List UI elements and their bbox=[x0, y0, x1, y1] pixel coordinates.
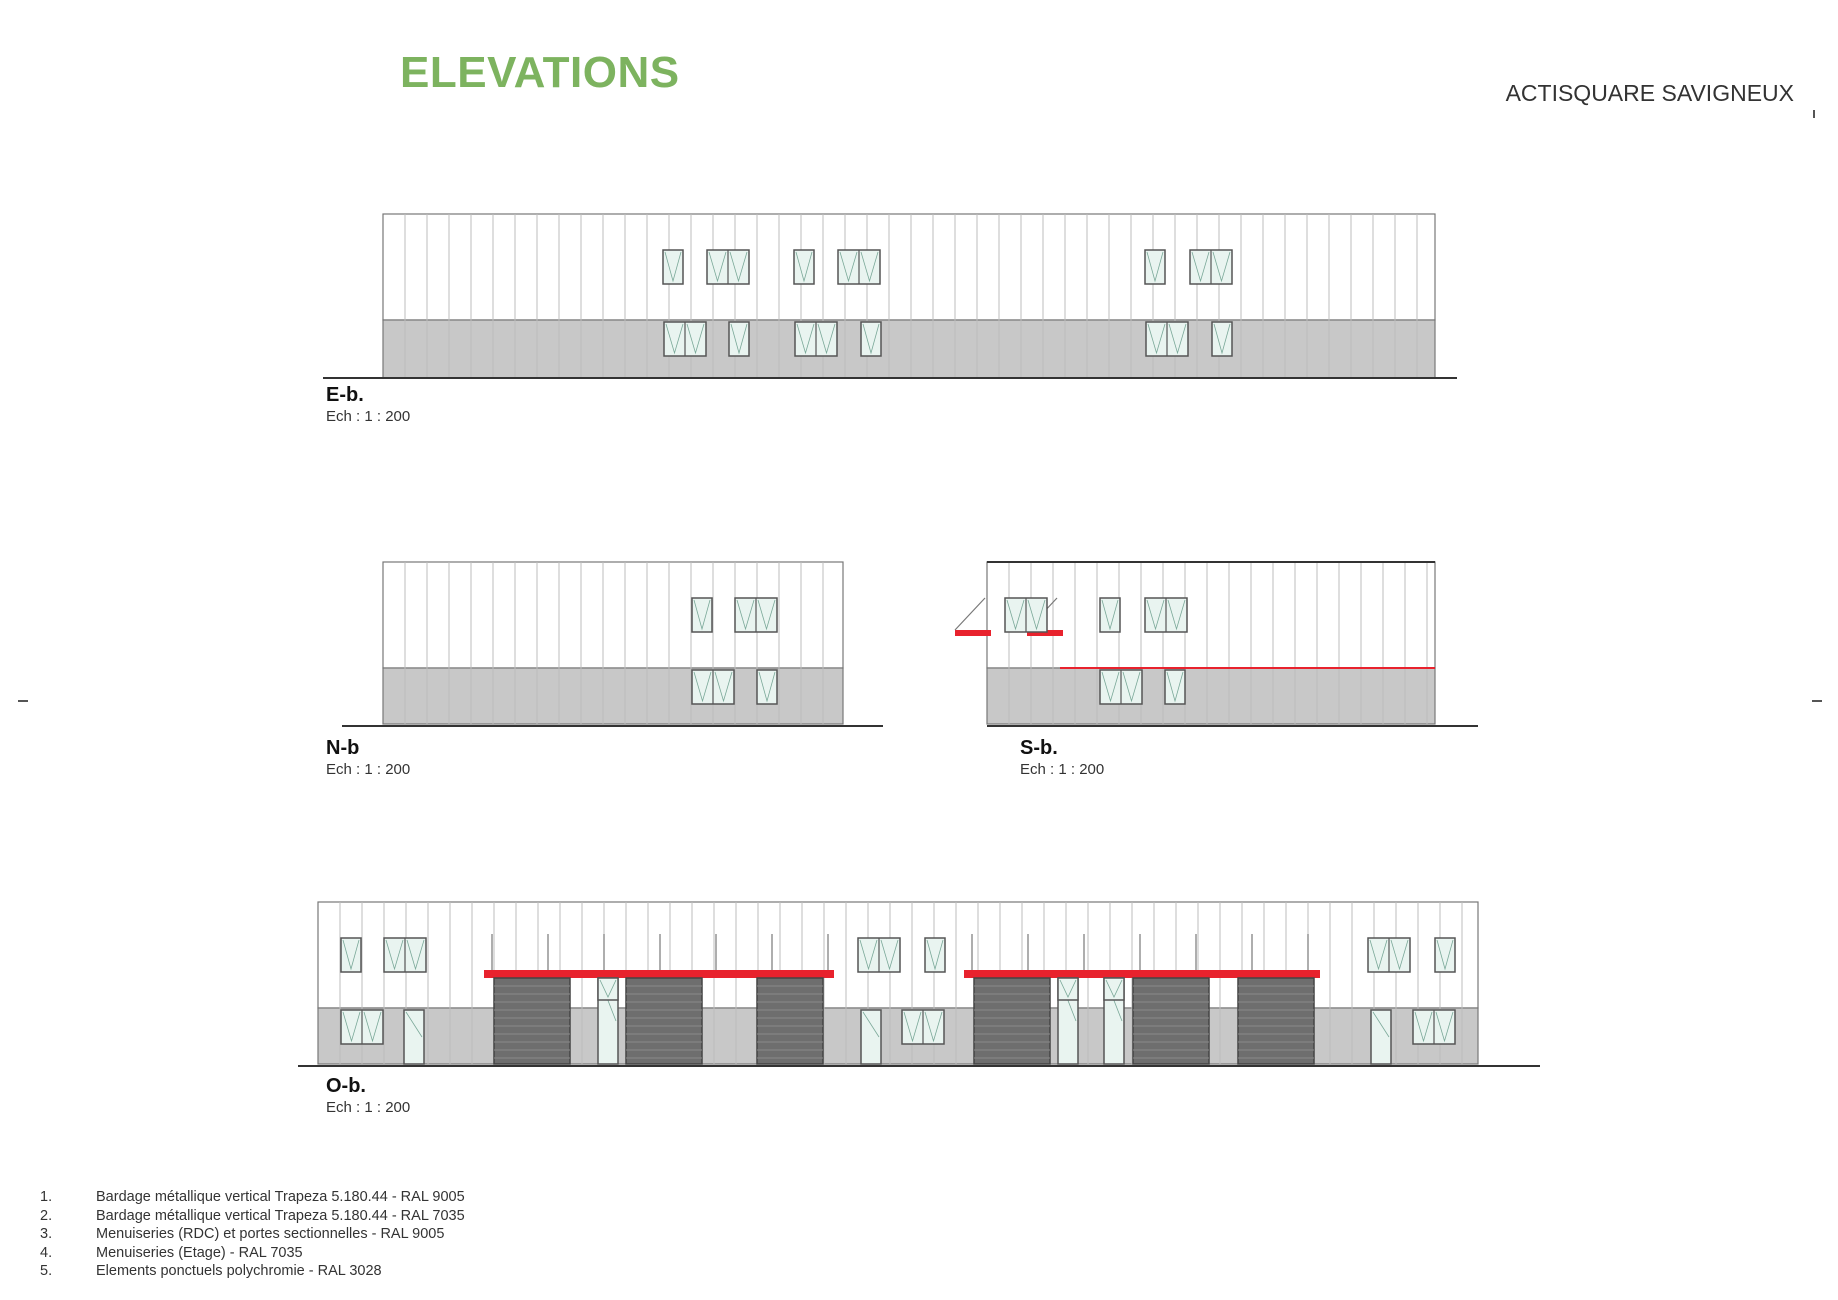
door bbox=[1371, 1010, 1391, 1064]
door bbox=[404, 1010, 424, 1064]
canopy-edge bbox=[955, 630, 991, 636]
elevation-label-o: O-b. bbox=[326, 1075, 366, 1097]
canopy-tie-rod bbox=[955, 598, 985, 630]
sectional-door bbox=[626, 978, 702, 1064]
elevation-label-s: S-b. bbox=[1020, 737, 1058, 759]
elevation-label-n: N-b bbox=[326, 737, 360, 759]
elevation-label-e: E-b. bbox=[326, 384, 364, 406]
elevation-scale-e: Ech : 1 : 200 bbox=[326, 408, 411, 425]
legend-item: 2. Bardage métallique vertical Trapeza 5.180.44 - RAL 7035 bbox=[40, 1207, 465, 1224]
elevation-scale-o: Ech : 1 : 200 bbox=[326, 1099, 411, 1116]
upper-cladding bbox=[383, 214, 1435, 320]
sectional-door bbox=[1238, 978, 1314, 1064]
canopy bbox=[484, 970, 834, 978]
lower-cladding bbox=[987, 668, 1435, 724]
sectional-door bbox=[757, 978, 823, 1064]
sectional-door bbox=[1133, 978, 1209, 1064]
elevation-scale-n: Ech : 1 : 200 bbox=[326, 761, 411, 778]
legend-item: 4. Menuiseries (Etage) - RAL 7035 bbox=[40, 1244, 303, 1261]
watermark bbox=[800, 680, 819, 735]
page-title: ELEVATIONS bbox=[400, 48, 680, 97]
legend-item: 3. Menuiseries (RDC) et portes sectionnelles - RAL 9005 bbox=[40, 1226, 445, 1242]
elevation-east bbox=[323, 214, 1457, 378]
upper-cladding bbox=[987, 562, 1435, 668]
elevation-scale-s: Ech : 1 : 200 bbox=[1020, 761, 1105, 778]
legend-item: 5. Elements ponctuels polychromie - RAL 3028 bbox=[40, 1263, 382, 1279]
elevation-west bbox=[298, 902, 1540, 1066]
legend-item: 1. Bardage métallique vertical Trapeza 5.180.44 - RAL 9005 bbox=[40, 1189, 465, 1205]
canopy bbox=[964, 970, 1320, 978]
elevation-south bbox=[955, 562, 1478, 726]
lower-cladding bbox=[383, 320, 1435, 378]
sectional-door bbox=[494, 978, 570, 1064]
sectional-door bbox=[974, 978, 1050, 1064]
door bbox=[861, 1010, 881, 1064]
materials-legend bbox=[40, 1188, 465, 1281]
project-name: ACTISQUARE SAVIGNEUX bbox=[1505, 80, 1794, 106]
